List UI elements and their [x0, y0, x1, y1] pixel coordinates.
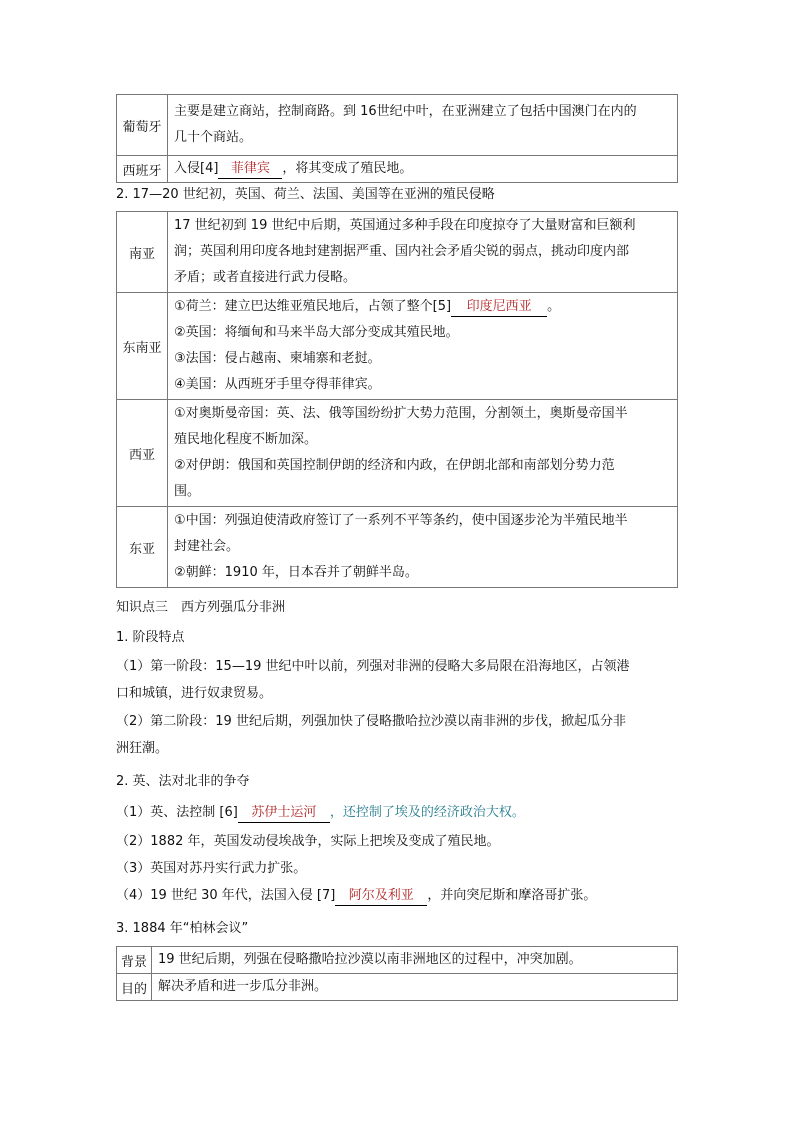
- text-prefix: （4）19 世纪 30 年代，法国入侵 [7]: [116, 888, 336, 903]
- list-item: [116, 884, 596, 906]
- answer-blank: [218, 160, 282, 179]
- answer-text: 苏伊士运河: [251, 805, 317, 820]
- row-content: [168, 95, 678, 156]
- answer-blank: [451, 298, 547, 317]
- berlin-conference-table: [116, 946, 678, 1001]
- table-row: [117, 400, 678, 507]
- text-line: 17 世纪初到 19 世纪中后期，英国通过多种手段在印度掠夺了大量财富和巨额利: [174, 218, 636, 233]
- subsection-heading: 1. 阶段特点: [116, 630, 185, 645]
- table-row: [117, 212, 678, 293]
- section-heading: 2. 17—20 世纪初，英国、荷兰、法国、美国等在亚洲的殖民侵略: [116, 187, 495, 202]
- table-row: [117, 95, 678, 156]
- text-line: ①对奥斯曼帝国：英、法、俄等国纷纷扩大势力范围，分割领土，奥斯曼帝国半: [174, 406, 628, 421]
- text-suffix: 。: [547, 299, 561, 314]
- text-line: ②朝鲜：1910 年，日本吞并了朝鲜半岛。: [174, 565, 418, 580]
- colonial-table-asia: [116, 211, 678, 588]
- table-row: [117, 156, 678, 183]
- text-line: 几十个商站。: [174, 130, 253, 145]
- text-line: 口和城镇，进行奴隶贸易。: [116, 686, 273, 701]
- subsection-heading: 3. 1884 年“柏林会议”: [116, 921, 249, 936]
- region-label: 南亚: [117, 212, 168, 293]
- row-label: 背景: [117, 947, 152, 974]
- text-suffix: ，还控制了埃及的经济政治大权。: [329, 805, 525, 820]
- row-label: 目的: [117, 974, 152, 1001]
- row-label: 西班牙: [117, 156, 168, 183]
- region-content: [168, 212, 678, 293]
- region-label: 东亚: [117, 507, 168, 588]
- answer-text: 印度尼西亚: [466, 299, 532, 314]
- table-row: [117, 507, 678, 588]
- text-line: ②对伊朗：俄国和英国控制伊朗的经济和内政，在伊朗北部和南部划分势力范: [174, 458, 615, 473]
- answer-blank: [238, 804, 330, 823]
- text-line: 主要是建立商站，控制商路。到 16世纪中叶，在亚洲建立了包括中国澳门在内的: [174, 104, 637, 119]
- row-label: 葡萄牙: [117, 95, 168, 156]
- region-content: [168, 400, 678, 507]
- text-prefix: ①荷兰：建立巴达维亚殖民地后，占领了整个[5]: [174, 299, 452, 314]
- list-item: （3）英国对苏丹实行武力扩张。: [116, 861, 307, 876]
- knowledge-point-heading: 知识点三 西方列强瓜分非洲: [116, 600, 286, 615]
- answer-text: 阿尔及利亚: [348, 888, 414, 903]
- region-label: 东南亚: [117, 293, 168, 400]
- list-item: （2）1882 年，英国发动侵埃战争，实际上把埃及变成了殖民地。: [116, 834, 500, 849]
- region-label: 西亚: [117, 400, 168, 507]
- text-line: 封建社会。: [174, 539, 240, 554]
- text-line: [174, 294, 671, 320]
- stage-one-paragraph: [116, 653, 678, 707]
- row-content: 19 世纪后期，列强在侵略撒哈拉沙漠以南非洲地区的过程中，冲突加剧。: [152, 947, 678, 974]
- region-content: [168, 293, 678, 400]
- text-line: 洲狂潮。: [116, 741, 169, 756]
- row-content: 解决矛盾和进一步瓜分非洲。: [152, 974, 678, 1001]
- text-line: 矛盾；或者直接进行武力侵略。: [174, 270, 357, 285]
- text-suffix: ，并向突尼斯和摩洛哥扩张。: [427, 888, 597, 903]
- region-content: [168, 507, 678, 588]
- text-prefix: 入侵[4]: [174, 161, 219, 176]
- table-row: [117, 974, 678, 1001]
- table-row: [117, 293, 678, 400]
- text-line: ④美国：从西班牙手里夺得菲律宾。: [174, 377, 381, 392]
- subsection-heading: 2. 英、法对北非的争夺: [116, 774, 250, 789]
- text-line: ③法国：侵占越南、柬埔寨和老挝。: [174, 351, 381, 366]
- colonial-table-europe: [116, 94, 678, 183]
- text-line: ①中国：列强迫使清政府签订了一系列不平等条约，使中国逐步沦为半殖民地半: [174, 513, 628, 528]
- answer-blank: [335, 887, 427, 906]
- text-line: （1）第一阶段：15—19 世纪中叶以前，列强对非洲的侵略大多局限在沿海地区，占领港: [116, 659, 630, 674]
- text-suffix: ，将其变成了殖民地。: [282, 161, 413, 176]
- text-line: 殖民地化程度不断加深。: [174, 432, 318, 447]
- text-line: （2）第二阶段：19 世纪后期，列强加快了侵略撒哈拉沙漠以南非洲的步伐，掀起瓜分非: [116, 714, 626, 729]
- answer-text: 菲律宾: [230, 161, 270, 176]
- table-row: [117, 947, 678, 974]
- text-line: 润；英国利用印度各地封建割据严重、国内社会矛盾尖锐的弱点，挑动印度内部: [174, 244, 630, 259]
- list-item: [116, 801, 525, 823]
- text-prefix: （1）英、法控制 [6]: [116, 805, 238, 820]
- row-content: [168, 156, 678, 183]
- text-line: ②英国：将缅甸和马来半岛大部分变成其殖民地。: [174, 325, 459, 340]
- stage-two-paragraph: [116, 708, 678, 762]
- text-line: 围。: [174, 484, 201, 499]
